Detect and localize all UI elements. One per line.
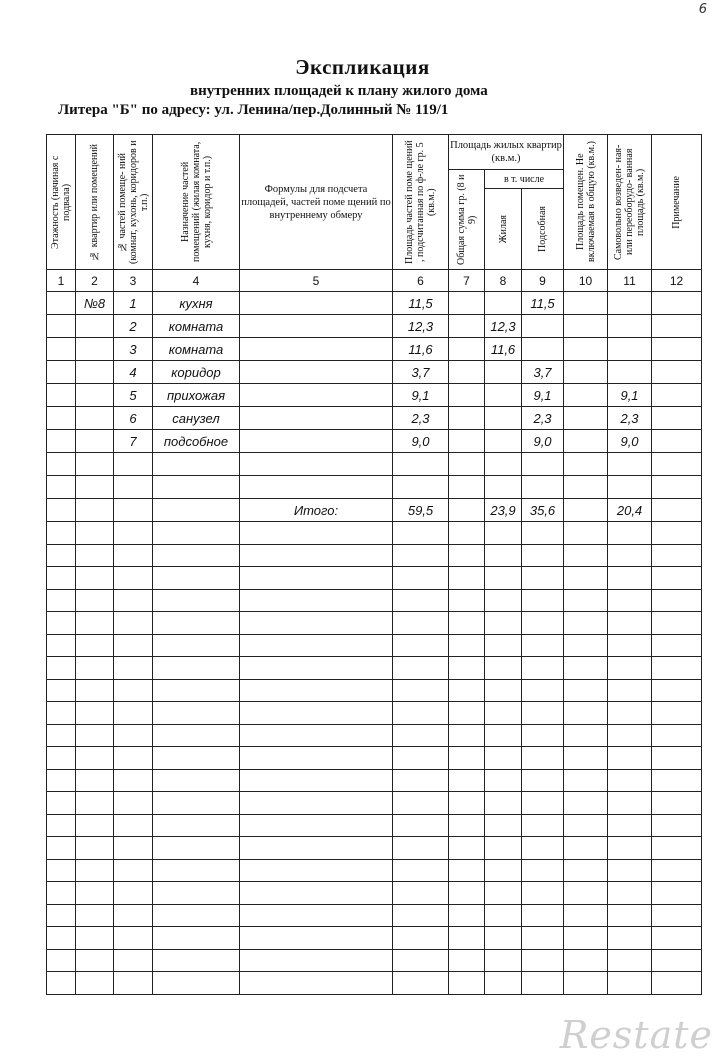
empty-row: [47, 567, 702, 590]
header-living-group: Площадь жилых квартир (кв.м.): [449, 135, 564, 170]
header-not-included: Площадь помещен. Не включаемая в общую (кв.м.): [564, 135, 608, 270]
restate-watermark: Restate: [559, 1013, 713, 1057]
total-row: Итого: 59,5 23,9 35,6 20,4: [47, 499, 702, 522]
address-line: Литера "Б" по адресу: ул. Ленина/пер.Долинный № 119/1: [58, 102, 449, 118]
empty-row: [47, 724, 702, 747]
table-row: 2 комната 12,3 12,3: [47, 315, 702, 338]
empty-row: [47, 927, 702, 950]
empty-row: [47, 949, 702, 972]
table-row: №8 1 кухня 11,5 11,5: [47, 292, 702, 315]
empty-row: [47, 544, 702, 567]
empty-row: [47, 972, 702, 995]
header-apartment: № квартир или помещений: [76, 135, 114, 270]
explication-table: [46, 134, 702, 995]
empty-row: [47, 814, 702, 837]
header-part-number: № частей помеще- ний (комнат, кухонь, коридоров и т.п.): [114, 135, 153, 270]
empty-row: [47, 612, 702, 635]
empty-row: [47, 522, 702, 545]
table-row: 3 комната 11,6 11,6: [47, 338, 702, 361]
header-formulas: Формулы для подсчета площадей, частей поме щений по внутреннему обмеру: [240, 135, 393, 270]
header-living: Жилая: [485, 189, 522, 270]
header-row: [47, 135, 702, 170]
header-floor: Этажность (начиная с подвала): [47, 135, 76, 270]
header-including: в т. числе: [485, 170, 564, 189]
table-row: 4 коридор 3,7 3,7: [47, 361, 702, 384]
empty-row: [47, 589, 702, 612]
empty-row: [47, 747, 702, 770]
header-auxiliary: Подсобная: [522, 189, 564, 270]
empty-row: [47, 904, 702, 927]
header-area: Площадь частей поме щений , подсчитанная по ф-ле гр. 5 (кв.м.): [393, 135, 449, 270]
table-row: [47, 476, 702, 499]
header-purpose: Назначение частей помещений (жилая комната, кухня, коридор и т.п.): [153, 135, 240, 270]
empty-row: [47, 837, 702, 860]
table-row: [47, 453, 702, 476]
empty-row: [47, 882, 702, 905]
table-row: 7 подсобное 9,0 9,0 9,0: [47, 430, 702, 453]
document-title: Экспликация: [295, 55, 430, 79]
table-row: 6 санузел 2,3 2,3 2,3: [47, 407, 702, 430]
header-note: Примечание: [652, 135, 702, 270]
empty-row: [47, 792, 702, 815]
column-number-row: 1 2 3 4 5 6 7 8 9 10 11 12: [47, 270, 702, 292]
header-total-sum: Общая сумма гр. (8 и 9): [449, 170, 485, 270]
empty-row: [47, 702, 702, 725]
empty-row: [47, 657, 702, 680]
page-number: 6: [698, 2, 707, 17]
empty-row: [47, 634, 702, 657]
document-subtitle: внутренних площадей к плану жилого дома: [190, 83, 488, 99]
header-self-built: Самовольно возведен- ная- или переоборудо- ванная площадь (кв.м.): [608, 135, 652, 270]
total-label: Итого:: [240, 499, 393, 522]
empty-row: [47, 859, 702, 882]
empty-row: [47, 769, 702, 792]
empty-row: [47, 679, 702, 702]
table-row: 5 прихожая 9,1 9,1 9,1: [47, 384, 702, 407]
